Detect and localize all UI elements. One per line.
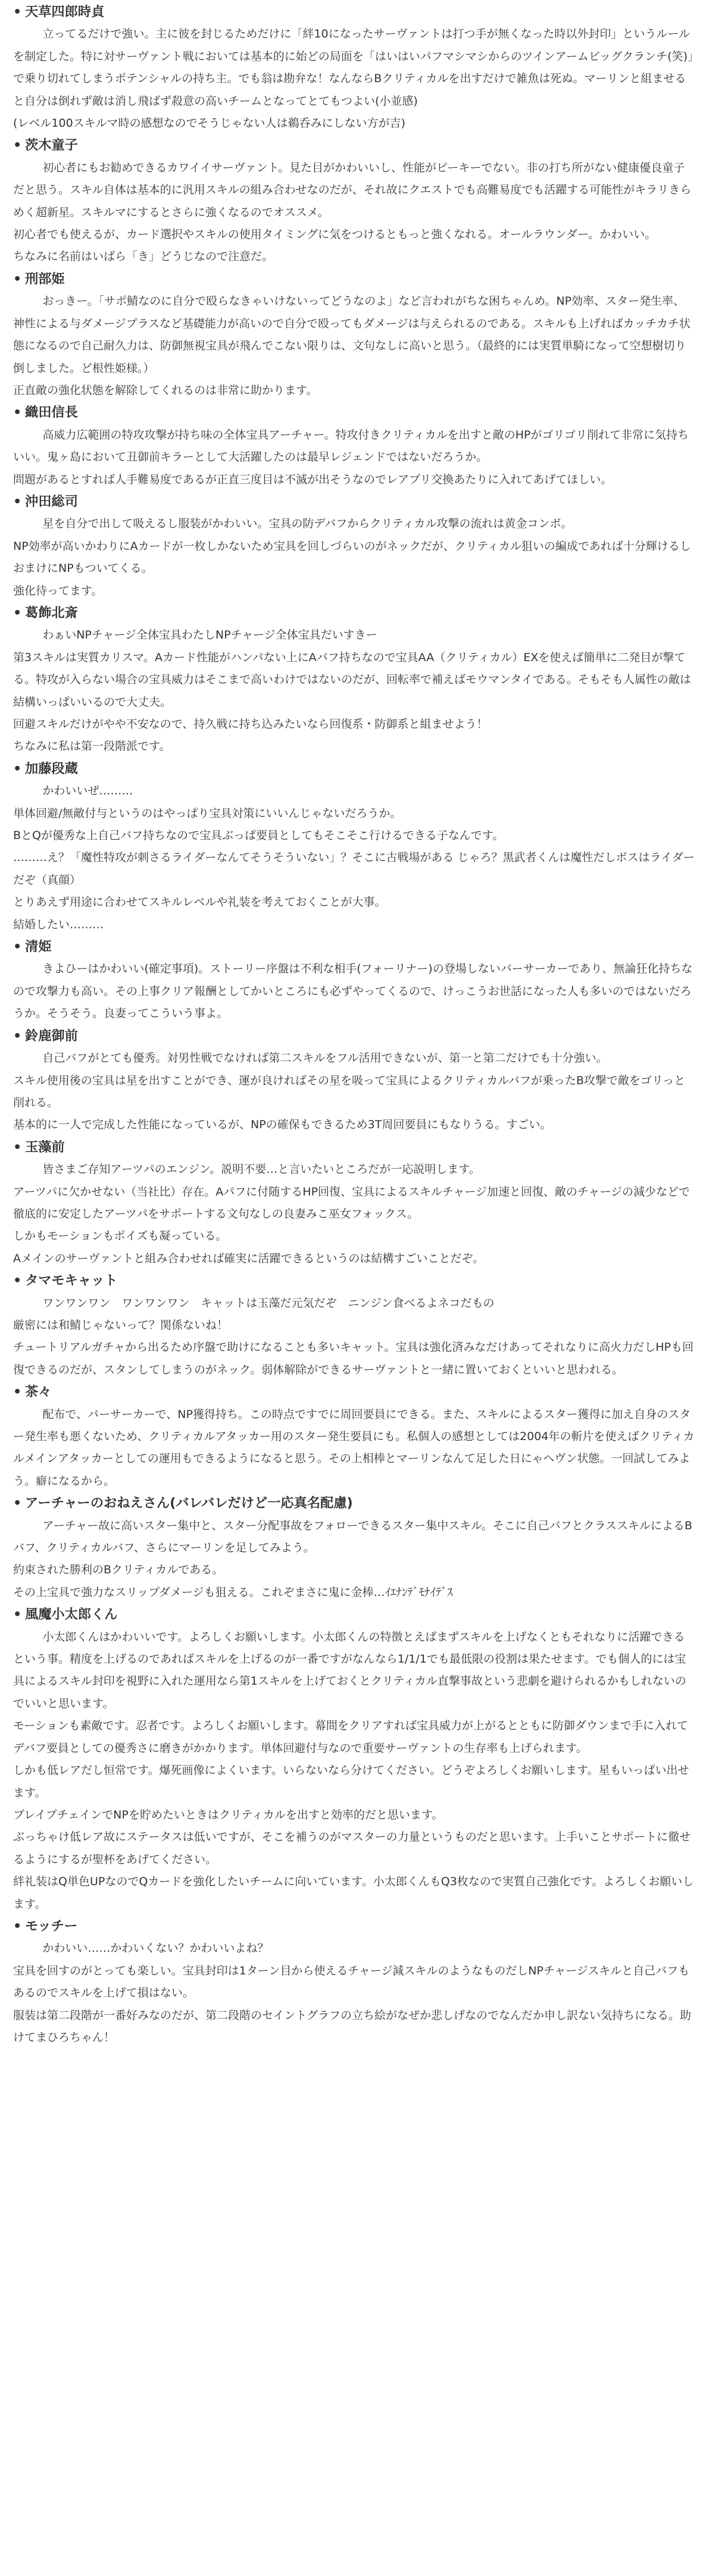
servant-name: • 玉藻前: [13, 1137, 696, 1159]
review-paragraph: 高威力広範囲の特攻攻撃が持ち味の全体宝具アーチャー。特攻付きクリティカルを出すと敵のHPがゴリゴリ削れて非常に気持ちいい。鬼ヶ島において丑御前キラーとして大活躍したのは最早レジェンドではないだろうか。: [13, 428, 689, 464]
review-paragraph: モーションも素敵です。忍者です。よろしくお願いします。幕間をクリアすれば宝具威力が上がるとともに防御ダウンまで手に入れてデバフ要員としての優秀さに磨きがかかります。単体回避付与なので重要サーヴァントの生存率も上げられます。: [13, 1719, 688, 1755]
review-paragraph: しかも低レアだし恒常です。爆死画像によくいます。いらないなら分けてください。どうぞよろしくお願いします。星もいっぱい出せます。: [13, 1764, 689, 1799]
review-paragraph: わぁいNPチャージ全体宝具わたしNPチャージ全体宝具だいすきー: [42, 628, 377, 642]
review-paragraph: 星を自分で出して吸えるし服装がかわいい。宝具の防デバフからクリティカル攻撃の流れは黄金コンボ。: [42, 517, 573, 531]
servant-entry: [13, 1270, 696, 1381]
review-paragraph: 自己バフがとても優秀。対男性戦でなければ第二スキルをフル活用できないが、第一と第二だけでも十分強い。: [42, 1051, 608, 1065]
servant-name: • タマモキャット: [13, 1270, 696, 1292]
servant-name: • 鈴鹿御前: [13, 1025, 696, 1047]
servant-entry: [13, 491, 696, 602]
review-paragraph: 第3スキルは実質カリスマ。Aカード性能がハンパない上にAバフ持ちなので宝具AA（クリティカル）EXを使えば簡単に二発目が撃てる。特攻が入らない場合の宝具威力はそこまで高いわけではないのだが、回転率で補えばモウマンタイである。そもそも人属性の敵は結構いっぱいいるので大丈夫。: [13, 650, 691, 709]
review-paragraph: しかもモーションもポイズも凝っている。: [13, 1229, 227, 1243]
review-paragraph: 配布で、バーサーカーで、NP獲得持ち。この時点ですでに周回要員にできる。また、スキルによるスター獲得に加え自身のスター発生率も悪くないため、クリティカルアタッカー用のスター発生要員にも。私個人の感想としては2004年の斬片を使えばクリティカルメインアタッカーとしての運用もできるようになると思う。その上相棒とマーリンなんて足した日にゃヘヴン状態。一回試してみよう。癖になるから。: [13, 1407, 695, 1488]
servant-entry: [13, 1381, 696, 1492]
review-paragraph: Aメインのサーヴァントと組み合わせれば確実に活躍できるというのは結構すごいことだぞ。: [13, 1251, 485, 1265]
review-paragraph: 厳密には和鯖じゃないって？関係ないね！: [13, 1318, 229, 1332]
review-paragraph: とりあえず用途に合わせてスキルレベルや礼装を考えておくことが大事。: [13, 896, 386, 909]
review-paragraph: ………え？「魔性特攻が刺さるライダーなんてそうそういない」？そこに古戦場がある じゃろ？黒武者くんは魔性だしボスはライダーだぞ（真顔）: [13, 851, 695, 887]
servant-entry: [13, 758, 696, 936]
review-paragraph: NP効率が高いかわりにAカードが一枚しかないため宝具を回しづらいのがネックだが、クリティカル狙いの編成であれば十分輝けるしおまけにNPもついてくる。: [13, 539, 691, 575]
review-paragraph: ブレイブチェインでNPを貯めたいときはクリティカルを出すと効率的だと思います。: [13, 1808, 443, 1821]
review-paragraph: アーツパに欠かせない（当社比）存在。Aパフに付随するHP回復、宝具によるスキルチャージ加速と回復、敵のチャージの減少などで徹底的に安定したアーツパをサポートする文句なしの良妻みこ巫女フォックス。: [13, 1185, 690, 1220]
review-paragraph: アーチャー故に高いスター集中と、スター分配事故をフォローできるスター集中スキル。そこに自己バフとクラススキルによるBバフ、クリティカルバフ、さらにマーリンを足してみよう。: [13, 1519, 692, 1555]
review-paragraph: きよひーはかわいい(確定事項)。ストーリー序盤は不利な相手(フォーリナー)の登場しないバーサーカーであり、無論狂化持ちなので攻撃力も高い。その上事クリア報酬としてかいところにも必ずやってくるので、けっこうお世話になった人も多いのではないだろうか。そうそう。良妻ってこういう事よ。: [13, 962, 693, 1021]
servant-name: • 風魔小太郎くん: [13, 1604, 696, 1626]
review-paragraph: 小太郎くんはかわいいです。よろしくお願いします。小太郎くんの特徴とえばまずスキルを上げなくともそれなりに活躍できるという事。精度を上げるのであればスキルを上げるのが一番ですがなんなら1/1/1でも最低限の役割は果たせます。でも個人的には宝具によるスキル封印を視野に入れた運用なら第1スキルを上げておくとクリティカル直撃事故という悲劇を避けられるかもしれないのでいいと思います。: [13, 1630, 686, 1710]
servant-name: • 葛飾北斎: [13, 602, 696, 624]
review-paragraph: 初心者にもお勧めできるカワイイサーヴァント。見た目がかわいいし、性能がピーキーでない。非の打ち所がない健康優良童子だと思う。スキル自体は基本的に汎用スキルの組み合わせなのだが、それ故にクエストでも高難易度でも活躍する可能性がキラリきらめく超新星。スキルマにするとさらに強くなるのでオススメ。: [13, 161, 692, 219]
servant-name: • モッチー: [13, 1915, 696, 1938]
servant-entry: [13, 602, 696, 758]
servant-entry: [13, 936, 696, 1025]
review-paragraph: 回避スキルだけがやや不安なので、持久戦に持ち込みたいなら回復系・防御系と組ませよう！: [13, 718, 488, 731]
servant-entry: [13, 268, 696, 402]
review-paragraph: (レベル100スキルマ時の感想なのでそうじゃない人は鵜呑みにしない方が吉): [13, 117, 405, 130]
servant-name: • 天草四郎時貞: [13, 1, 696, 23]
review-paragraph: ワンワンワン ワンワンワン キャットは玉藻だ元気だぞ ニンジン食べるよネコだもの: [42, 1296, 495, 1310]
review-paragraph: 絆礼装はQ単色UPなのでQカードを強化したいチームに向いています。小太郎くんもQ3枚なので実質自己強化です。よろしくお願いします。: [13, 1875, 694, 1911]
servant-entry: [13, 402, 696, 491]
review-paragraph: 初心者でも使えるが、カード選択やスキルの使用タイミングに気をつけるともっと強くなれる。オールラウンダー。かわいい。: [13, 228, 657, 242]
review-paragraph: おっきー。「サポ鯖なのに自分で殴らなきゃいけないってどうなのよ」など言われがちな困ちゃんめ。NP効率、スター発生率、神性による与ダメージプラスなど基礎能力が高いので自分で殴ってもダメージは与えられるのである。スキルも上げればカッチカチ状態になるので自己耐久力は、防御無視宝具が飛んでこない限りは、文句なしに高いと思う。（最終的には実質単騎になって空想樹切り倒しました。ど根性姫様。）: [13, 295, 691, 375]
servant-name: • 茨木童子: [13, 134, 696, 156]
review-paragraph: 基本的に一人で完成した性能になっているが、NPの確保もできるため3T周回要員にもなりうる。すごい。: [13, 1118, 552, 1132]
review-paragraph: 単体回避/無敵付与というのはやっぱり宝具対策にいいんじゃないだろうか。: [13, 806, 402, 820]
review-paragraph: 約束された勝利のBクリティカルである。: [13, 1563, 224, 1577]
review-paragraph: かわいい……かわいくない？かわいいよね？: [42, 1942, 269, 1955]
servant-name: • 茶々: [13, 1381, 696, 1403]
review-paragraph: 服装は第二段階が一番好みなのだが、第二段階のセイントグラフの立ち絵がなぜか悲しげなのでなんだか申し訳ない気持ちになる。助けてまひろちゃん！: [13, 2008, 692, 2044]
servant-name: • アーチャーのおねえさん(バレバレだけど一応真名配慮): [13, 1492, 696, 1514]
review-paragraph: 宝具を回すのがとっても楽しい。宝具封印は1ターン目から使えるチャージ減スキルのようなものだしNPチャージスキルと自己バフもあるのでスキルを上げて損はない。: [13, 1964, 690, 2000]
servant-name: • 清姫: [13, 936, 696, 958]
servant-name: • 加藤段蔵: [13, 758, 696, 780]
review-paragraph: スキル使用後の宝具は星を出すことができ、運が良ければその星を吸って宝具によるクリティカルバフが乗ったB攻撃で敵をゴリっと削れる。: [13, 1073, 686, 1109]
review-paragraph: その上宝具で強力なスリップダメージも狙える。これぞまさに鬼に金棒…ｲｴﾅﾝﾃﾞﾓﾅｲﾃﾞｽ: [13, 1585, 453, 1599]
review-paragraph: 結婚したい………: [13, 918, 104, 931]
servant-name: • 織田信長: [13, 402, 696, 424]
review-paragraph: 正直敵の強化状態を解除してくれるのは非常に助かります。: [13, 383, 318, 397]
servant-entry: [13, 1915, 696, 2049]
review-paragraph: BとQが優秀な上自己バフ持ちなので宝具ぶっぱ要員としてもそこそこ行けるできる子なんです。: [13, 829, 504, 843]
review-paragraph: ちなみに名前はいばら「き」どうじなので注意だ。: [13, 250, 274, 264]
servant-entry: [13, 1492, 696, 1604]
review-paragraph: ちなみに私は第一段階派です。: [13, 740, 171, 753]
servant-entry: [13, 1, 696, 134]
review-paragraph: 問題があるとすれば人手難易度であるが正直三度目は不滅が出そうなのでレアプリ交換あたりに入れてあげてほしい。: [13, 472, 613, 486]
review-paragraph: ぶっちゃけ低レア故にステータスは低いですが、そこを補うのがマスターの力量というものだと思います。上手いことサポートに徹せるようにするが聖杯をあげてください。: [13, 1830, 691, 1866]
servant-name: • 沖田総司: [13, 491, 696, 513]
review-paragraph: チュートリアルガチャから出るため序盤で助けになることも多いキャット。宝具は強化済みなだけあってそれなりに高火力だしHPも回復できるのだが、スタンしてしまうのがネック。弱体解除ができるサーヴァントと一緒に置いておくといいと思われる。: [13, 1341, 694, 1376]
review-paragraph: 皆さまご存知アーツパのエンジン。説明不要…と言いたいところだが一応説明します。: [42, 1163, 480, 1176]
servant-entry: [13, 1604, 696, 1915]
servant-entry: [13, 134, 696, 268]
review-paragraph: 強化待ってます。: [13, 584, 103, 597]
servant-name: • 刑部姫: [13, 268, 696, 290]
review-paragraph: 立ってるだけで強い。主に彼を封じるためだけに「絆10になったサーヴァントは打つ手が無くなった時以外封印」というルールを制定した。特に対サーヴァント戦においては基本的に始どの局面を「はいはいパフマシマシからのツインアームビッグクランチ(笑)」で乗り切れてしまうポテンシャルの持ち主。でも翁は勘弁な！なんならBクリティカルを出すだけで雑魚は死ぬ。マーリンと組ませると自分は倒れず敵は消し飛ばず殺意の高いチームとなってとてもつよい(小並感): [13, 27, 694, 108]
review-paragraph: かわいいぜ………: [42, 784, 133, 798]
servant-entry: [13, 1137, 696, 1270]
servant-entry: [13, 1025, 696, 1137]
